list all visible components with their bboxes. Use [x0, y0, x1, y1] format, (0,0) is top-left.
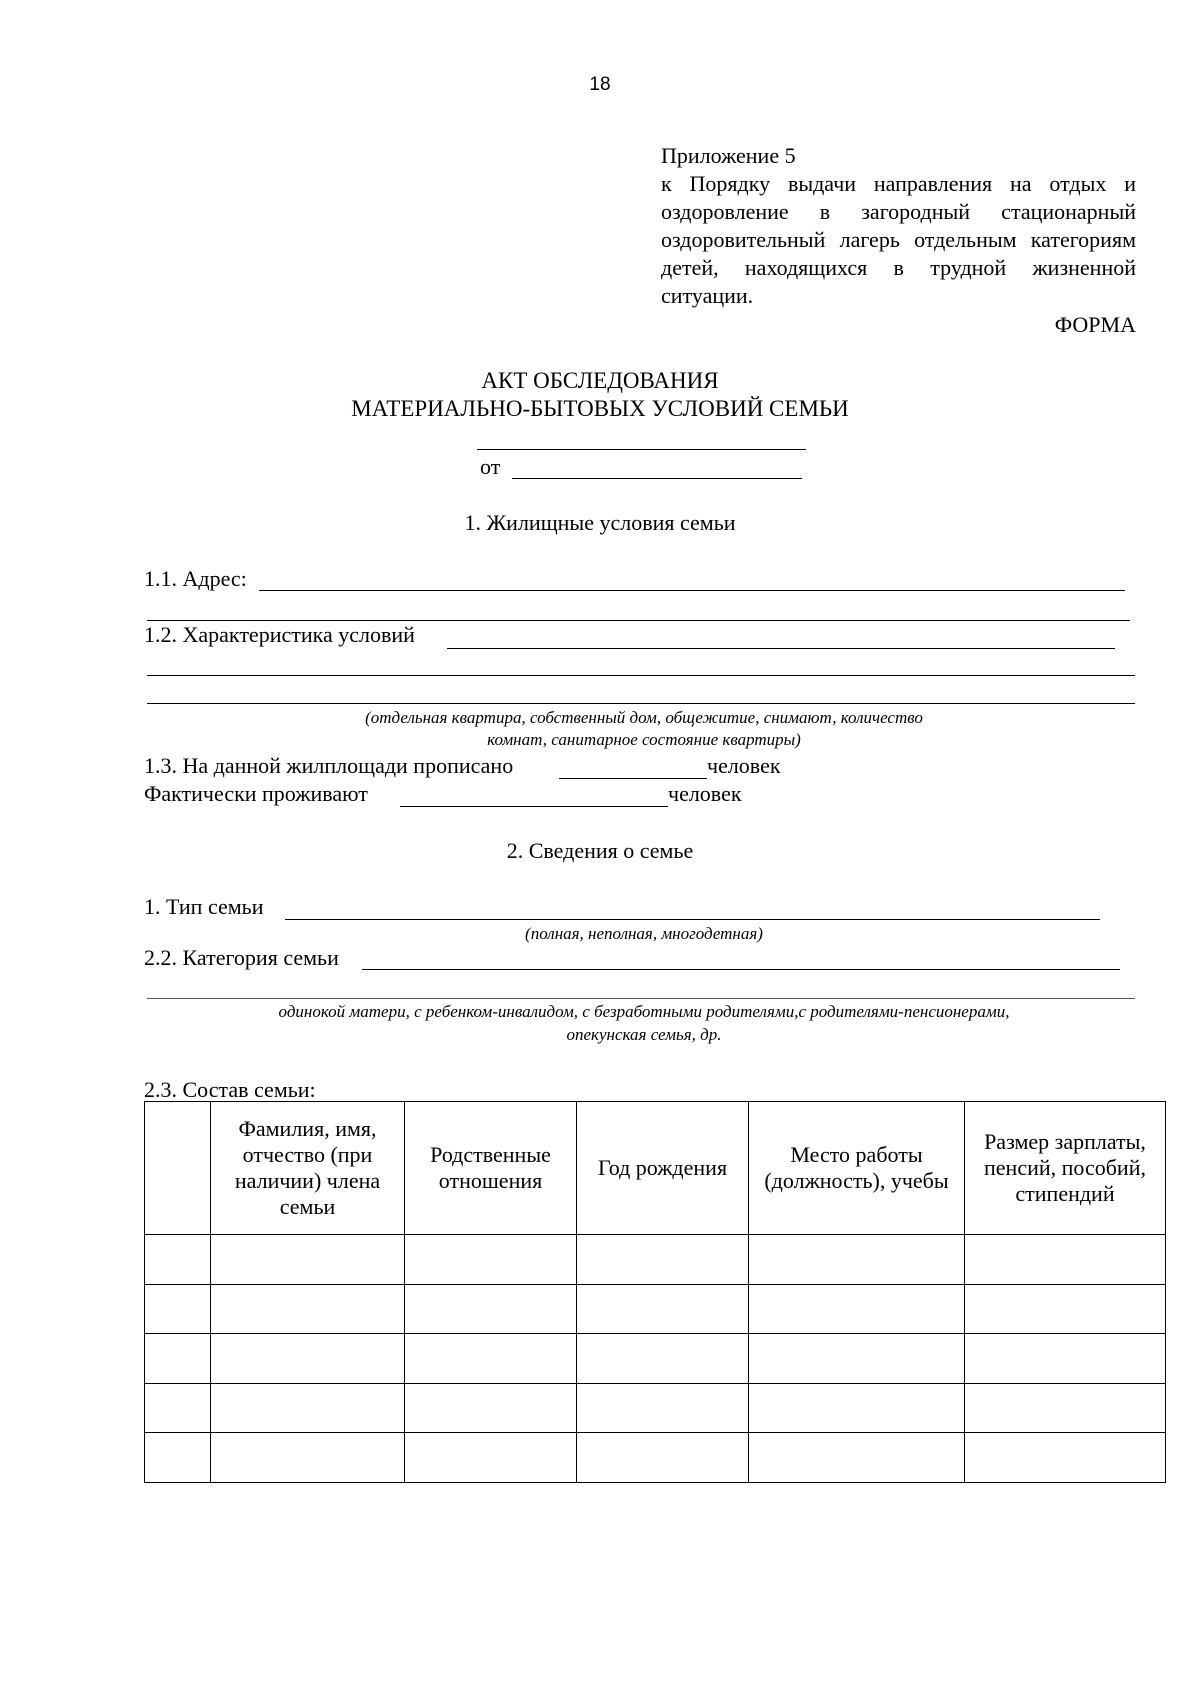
family-category-field-line2[interactable]: [147, 998, 1135, 999]
header-relationship: Родственные отношения: [405, 1102, 577, 1235]
table-cell-income[interactable]: [965, 1433, 1166, 1483]
act-number-field[interactable]: [477, 449, 806, 450]
section1-heading: 1. Жилищные условия семьи: [464, 510, 736, 535]
act-title-line1: АКТ ОБСЛЕДОВАНИЯ: [481, 368, 719, 393]
table-cell-index[interactable]: [145, 1433, 211, 1483]
table-row: [145, 1334, 1166, 1384]
family-composition-label: 2.3. Состав семьи:: [144, 1077, 316, 1102]
actual-label: Фактически проживают: [144, 781, 368, 806]
header-workplace: Место работы (должность), учебы: [749, 1102, 965, 1235]
header-full-name: Фамилия, имя, отчество (при наличии) члена семьи: [211, 1102, 405, 1235]
table-header-row: [145, 1102, 1166, 1235]
registered-count-field[interactable]: [559, 778, 707, 779]
table-cell-birth-year[interactable]: [577, 1284, 749, 1334]
table-cell-relationship[interactable]: [405, 1433, 577, 1483]
conditions-field[interactable]: [447, 648, 1115, 649]
table-cell-full-name[interactable]: [211, 1334, 405, 1384]
header-birth-year: Год рождения: [577, 1102, 749, 1235]
table-cell-relationship[interactable]: [405, 1334, 577, 1384]
table-cell-full-name[interactable]: [211, 1383, 405, 1433]
table-cell-workplace[interactable]: [749, 1433, 965, 1483]
table-cell-income[interactable]: [965, 1284, 1166, 1334]
page-number: 18: [589, 74, 611, 95]
actual-count-field[interactable]: [400, 806, 668, 807]
registered-unit: человек: [707, 753, 781, 778]
form-label: ФОРМА: [1054, 312, 1136, 337]
act-date-field[interactable]: [512, 478, 802, 479]
appendix-text: к Порядку выдачи направления на отдых и оздоровление в загородный стационарный оздоровительный лагерь отдельным категориям детей, находящихся в трудной жизненной ситуации.: [661, 171, 1136, 308]
table-row: [145, 1433, 1166, 1483]
family-category-field[interactable]: [362, 969, 1120, 970]
table-row: [145, 1235, 1166, 1285]
table-cell-birth-year[interactable]: [577, 1433, 749, 1483]
address-label: 1.1. Адрес:: [144, 566, 247, 591]
section2-heading: 2. Сведения о семье: [506, 838, 694, 863]
family-category-hint-line1: одинокой матери, с ребенком-инвалидом, с безработными родителями,с родителями-пенсионерами,: [278, 1002, 1010, 1021]
act-title-line2: МАТЕРИАЛЬНО-БЫТОВЫХ УСЛОВИЙ СЕМЬИ: [351, 396, 849, 421]
table-cell-relationship[interactable]: [405, 1235, 577, 1285]
table-cell-workplace[interactable]: [749, 1284, 965, 1334]
table-cell-relationship[interactable]: [405, 1383, 577, 1433]
conditions-hint-line1: (отдельная квартира, собственный дом, общежитие, снимают, количество: [365, 708, 923, 727]
conditions-label: 1.2. Характеристика условий: [144, 622, 415, 647]
table-cell-full-name[interactable]: [211, 1235, 405, 1285]
address-field[interactable]: [259, 590, 1125, 591]
table-row: [145, 1284, 1166, 1334]
table-cell-full-name[interactable]: [211, 1284, 405, 1334]
table-cell-workplace[interactable]: [749, 1235, 965, 1285]
table-cell-income[interactable]: [965, 1334, 1166, 1384]
table-cell-income[interactable]: [965, 1235, 1166, 1285]
family-type-hint: (полная, неполная, многодетная): [525, 924, 763, 943]
date-prefix: от: [480, 454, 501, 479]
header-index: [145, 1102, 211, 1235]
family-category-label: 2.2. Категория семьи: [144, 945, 339, 970]
family-composition-table: [144, 1101, 1166, 1483]
actual-unit: человек: [668, 781, 742, 806]
table-cell-workplace[interactable]: [749, 1383, 965, 1433]
table-cell-full-name[interactable]: [211, 1433, 405, 1483]
table-cell-index[interactable]: [145, 1334, 211, 1384]
table-row: [145, 1383, 1166, 1433]
family-type-label: 1. Тип семьи: [144, 894, 264, 919]
table-cell-index[interactable]: [145, 1383, 211, 1433]
table-cell-income[interactable]: [965, 1383, 1166, 1433]
address-field-continuation[interactable]: [147, 620, 1130, 621]
table-cell-index[interactable]: [145, 1284, 211, 1334]
appendix-title: Приложение 5: [661, 143, 796, 168]
table-cell-birth-year[interactable]: [577, 1383, 749, 1433]
conditions-field-line2[interactable]: [147, 675, 1135, 676]
table-cell-relationship[interactable]: [405, 1284, 577, 1334]
table-cell-index[interactable]: [145, 1235, 211, 1285]
table-cell-birth-year[interactable]: [577, 1334, 749, 1384]
table-cell-birth-year[interactable]: [577, 1235, 749, 1285]
header-income: Размер зарплаты, пенсий, пособий, стипендий: [965, 1102, 1166, 1235]
family-type-field[interactable]: [285, 919, 1100, 920]
family-category-hint-line2: опекунская семья, др.: [566, 1025, 722, 1044]
conditions-hint-line2: комнат, санитарное состояние квартиры): [487, 730, 801, 749]
conditions-field-line3[interactable]: [147, 703, 1135, 704]
registered-label: 1.3. На данной жилплощади прописано: [144, 753, 514, 778]
table-cell-workplace[interactable]: [749, 1334, 965, 1384]
